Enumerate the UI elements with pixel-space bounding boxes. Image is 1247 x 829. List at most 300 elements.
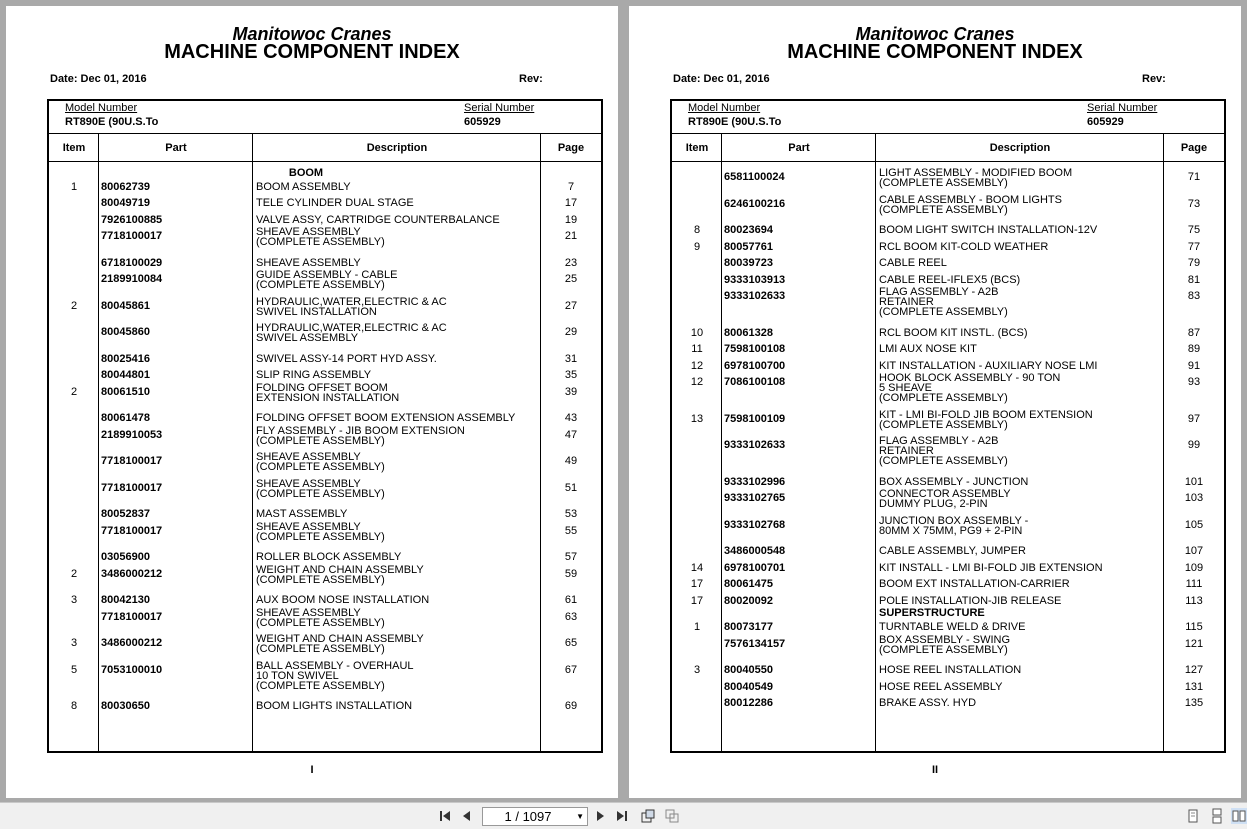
description-line: WEIGHT AND CHAIN ASSEMBLY (256, 564, 424, 576)
description-line: FOLDING OFFSET BOOM (256, 382, 388, 394)
page-cell: 89 (1187, 343, 1201, 355)
description-line: BOOM LIGHT SWITCH INSTALLATION-12V (879, 224, 1098, 236)
page-cell: 77 (1187, 241, 1201, 253)
page-cell: 53 (564, 508, 578, 520)
table-row (672, 436, 1224, 473)
description-line: (COMPLETE ASSEMBLY) (879, 177, 1008, 189)
description-line: SWIVEL ASSEMBLY (256, 332, 359, 344)
description-cell (256, 452, 385, 472)
table-row (672, 357, 1224, 373)
description-line: SHEAVE ASSEMBLY (256, 257, 361, 269)
column-header-page: Page (1180, 142, 1208, 154)
description-line: RCL BOOM KIT-COLD WEATHER (879, 241, 1049, 253)
column-header-item: Item (62, 142, 86, 154)
page-cell: 57 (564, 551, 578, 563)
part-number-cell: 80045860 (101, 326, 150, 338)
table-row (49, 297, 601, 323)
component-table (47, 99, 603, 753)
model-number-value: RT890E (90U.S.To (65, 116, 159, 128)
table-row (49, 409, 601, 426)
brand-title: Manitowoc Cranes (232, 24, 392, 44)
part-number-cell: 6246100216 (724, 198, 786, 210)
part-number-cell: 3486000548 (724, 545, 786, 557)
description-cell (879, 563, 1103, 573)
description-line: SHEAVE ASSEMBLY (256, 521, 361, 533)
component-table (670, 99, 1226, 753)
description-cell (879, 698, 976, 708)
two-page-view-icon[interactable] (1231, 808, 1247, 824)
item-cell: 8 (693, 224, 701, 236)
part-number-cell: 3486000212 (101, 637, 163, 649)
description-cell (879, 410, 1093, 430)
table-row (49, 565, 601, 591)
description-cell (879, 546, 1026, 556)
page-cell: 23 (564, 257, 578, 269)
description-cell (879, 436, 1008, 466)
table-row (49, 227, 601, 254)
part-number-cell: 80040549 (724, 681, 773, 693)
model-number-label: Model Number (688, 102, 761, 114)
description-cell (879, 275, 1020, 285)
page-cell: 115 (1185, 621, 1203, 633)
description-cell (879, 344, 977, 354)
page-number: II (931, 764, 939, 776)
serial-number-value: 605929 (1087, 116, 1124, 128)
table-row (672, 195, 1224, 221)
column-header-part: Part (165, 142, 187, 154)
part-number-cell: 7053100010 (101, 664, 163, 676)
table-row (49, 634, 601, 661)
serial-number-value: 605929 (464, 116, 501, 128)
description-cell (256, 383, 399, 403)
description-cell (879, 168, 1072, 188)
table-row (672, 410, 1224, 436)
description-cell (879, 287, 1008, 317)
item-cell: 2 (70, 568, 78, 580)
page-cell: 21 (564, 230, 578, 242)
page-cell: 111 (1185, 578, 1203, 590)
description-line: LMI AUX NOSE KIT (879, 343, 977, 355)
part-number-cell: 80049719 (101, 197, 150, 209)
item-cell: 8 (70, 700, 78, 712)
part-number-cell: 2189910084 (101, 273, 163, 285)
page-cell: 39 (564, 386, 578, 398)
go-back-icon[interactable] (640, 808, 656, 824)
description-line: (COMPLETE ASSEMBLY) (256, 617, 385, 629)
description-cell (879, 596, 1061, 606)
part-number-cell: 80025416 (101, 353, 150, 365)
description-line: BOOM EXT INSTALLATION-CARRIER (879, 578, 1070, 590)
description-cell (256, 413, 515, 423)
table-row (49, 661, 601, 697)
part-number-cell: 80020092 (724, 595, 773, 607)
column-header-page: Page (557, 142, 585, 154)
page-cell: 75 (1187, 224, 1201, 236)
description-line: SHEAVE ASSEMBLY (256, 478, 361, 490)
item-cell: 3 (693, 664, 701, 676)
part-number-cell: 80061478 (101, 412, 150, 424)
part-number-cell: 7576134157 (724, 638, 786, 650)
description-cell (879, 225, 1097, 235)
description-line: (COMPLETE ASSEMBLY) (256, 435, 385, 447)
page-cell: 7 (567, 181, 575, 193)
description-line: SHEAVE ASSEMBLY (256, 451, 361, 463)
page-cell: 83 (1187, 290, 1201, 302)
document-date: Date: Dec 01, 2016 (50, 73, 147, 85)
part-number-cell: 6718100029 (101, 257, 163, 269)
page-cell: 55 (564, 525, 578, 537)
description-line: CABLE ASSEMBLY - BOOM LIGHTS (879, 194, 1062, 206)
description-cell (879, 361, 1097, 371)
last-page-icon[interactable] (614, 808, 630, 824)
description-line: (COMPLETE ASSEMBLY) (256, 461, 385, 473)
description-cell (256, 661, 414, 691)
column-header-item: Item (685, 142, 709, 154)
page-cell: 63 (564, 611, 578, 623)
part-number-cell: 7086100108 (724, 376, 786, 388)
table-row (672, 542, 1224, 559)
table-row (49, 452, 601, 479)
description-line: BOX ASSEMBLY - JUNCTION (879, 476, 1029, 488)
part-number-cell: 80073177 (724, 621, 773, 633)
description-line: SHEAVE ASSEMBLY (256, 226, 361, 238)
page-cell: 51 (564, 482, 578, 494)
model-number-value: RT890E (90U.S.To (688, 116, 782, 128)
table-row (49, 350, 601, 366)
item-cell: 11 (691, 343, 703, 355)
page-cell: 101 (1184, 476, 1204, 488)
previous-page-icon[interactable] (459, 808, 475, 824)
part-number-cell: 80045861 (101, 300, 150, 312)
table-row (672, 340, 1224, 357)
item-cell: 17 (690, 595, 704, 607)
description-line: RETAINER (879, 445, 934, 457)
table-row (49, 194, 601, 211)
description-line: LIGHT ASSEMBLY - MODIFIED BOOM (879, 167, 1073, 179)
item-cell: 2 (70, 386, 78, 398)
description-line: 5 SHEAVE (879, 382, 932, 394)
part-number-cell: 9333102765 (724, 492, 786, 504)
page-cell: 47 (564, 429, 578, 441)
table-row (672, 635, 1224, 661)
description-cell (879, 373, 1060, 403)
continuous-view-icon[interactable] (1209, 808, 1225, 824)
table-row (672, 618, 1224, 635)
go-forward-icon[interactable] (664, 808, 680, 824)
description-line: HOSE REEL ASSEMBLY (879, 681, 1003, 693)
part-number-cell: 80061328 (724, 327, 773, 339)
table-row (49, 591, 601, 608)
table-row (672, 489, 1224, 516)
table-row (49, 505, 601, 522)
description-cell (879, 258, 947, 268)
single-page-view-icon[interactable] (1185, 808, 1201, 824)
divider (672, 133, 1224, 134)
description-line: TELE CYLINDER DUAL STAGE (256, 197, 414, 209)
table-row (49, 211, 601, 227)
page-cell: 67 (564, 664, 578, 676)
table-row (49, 426, 601, 452)
table-row (672, 238, 1224, 254)
description-line: (COMPLETE ASSEMBLY) (879, 204, 1008, 216)
model-number-label: Model Number (65, 102, 138, 114)
description-line: 80MM X 75MM, PG9 + 2-PIN (879, 525, 1023, 537)
item-cell: 1 (70, 181, 78, 193)
description-cell (879, 635, 1010, 655)
description-line: (COMPLETE ASSEMBLY) (879, 306, 1008, 318)
part-number-cell: 80040550 (724, 664, 773, 676)
description-cell (256, 426, 465, 446)
description-cell (879, 477, 1028, 487)
item-cell: 9 (693, 241, 701, 253)
description-cell (256, 182, 351, 192)
document-page-right (629, 6, 1241, 798)
description-cell (256, 370, 371, 380)
description-line: (COMPLETE ASSEMBLY) (256, 236, 385, 248)
part-number-cell: 80012286 (724, 697, 773, 709)
description-line: HYDRAULIC,WATER,ELECTRIC & AC (256, 296, 447, 308)
brand-title: Manitowoc Cranes (855, 24, 1015, 44)
description-line: HOSE REEL INSTALLATION (879, 664, 1022, 676)
description-line: KIT INSTALL - LMI BI-FOLD JIB EXTENSION (879, 562, 1103, 574)
page-cell: 59 (564, 568, 578, 580)
part-number-cell: 7718100017 (101, 482, 163, 494)
description-line: CABLE REEL (879, 257, 947, 269)
part-number-cell: 7718100017 (101, 230, 163, 242)
item-cell: 2 (70, 300, 78, 312)
description-cell (879, 328, 1028, 338)
table-row (49, 479, 601, 505)
divider (672, 161, 1224, 162)
description-line: SLIP RING ASSEMBLY (256, 369, 372, 381)
description-line: (COMPLETE ASSEMBLY) (256, 488, 385, 500)
table-row (672, 473, 1224, 489)
section-heading-label: SUPERSTRUCTURE (879, 607, 985, 619)
description-cell (256, 522, 385, 542)
page-cell: 73 (1187, 198, 1201, 210)
item-cell: 1 (693, 621, 701, 633)
part-number-cell: 7598100108 (724, 343, 786, 355)
description-line: (COMPLETE ASSEMBLY) (879, 455, 1008, 467)
description-cell (256, 227, 385, 247)
table-row (672, 271, 1224, 287)
chevron-down-icon: ▼ (576, 812, 584, 821)
serial-number-label: Serial Number (1087, 102, 1158, 114)
table-row (672, 287, 1224, 324)
divider (49, 161, 601, 162)
description-line: FLAG ASSEMBLY - A2B (879, 286, 999, 298)
item-cell: 3 (70, 637, 78, 649)
page-cell: 29 (564, 326, 578, 338)
table-row (672, 575, 1224, 592)
page-number: I (310, 764, 314, 776)
description-line: DUMMY PLUG, 2-PIN (879, 498, 988, 510)
page-cell: 27 (564, 300, 578, 312)
part-number-cell: 9333102768 (724, 519, 786, 531)
viewer-toolbar (0, 802, 1247, 829)
description-line: (COMPLETE ASSEMBLY) (879, 644, 1008, 656)
part-number-cell: 7718100017 (101, 611, 163, 623)
next-page-icon[interactable] (592, 808, 608, 824)
page-cell: 17 (564, 197, 578, 209)
description-line: (COMPLETE ASSEMBLY) (256, 531, 385, 543)
description-cell (256, 509, 347, 519)
description-line: SHEAVE ASSEMBLY (256, 607, 361, 619)
item-cell: 10 (690, 327, 704, 339)
part-number-cell: 9333103913 (724, 274, 786, 286)
divider (49, 133, 601, 134)
page-cell: 35 (564, 369, 578, 381)
table-row (672, 661, 1224, 678)
description-line: CONNECTOR ASSEMBLY (879, 488, 1011, 500)
page-cell: 99 (1187, 439, 1201, 451)
table-row (672, 516, 1224, 542)
part-number-cell: 7598100109 (724, 413, 786, 425)
description-cell (879, 622, 1026, 632)
part-number-cell: 6978100701 (724, 562, 786, 574)
column-header-description: Description (989, 142, 1051, 154)
page-cell: 97 (1187, 413, 1201, 425)
page-cell: 71 (1187, 171, 1201, 183)
section-heading (672, 608, 1224, 618)
page-cell: 31 (564, 353, 578, 365)
description-line: EXTENSION INSTALLATION (256, 392, 400, 404)
page-cell: 69 (564, 700, 578, 712)
page-cell: 43 (564, 412, 578, 424)
page-selector[interactable] (482, 807, 588, 826)
serial-number-label: Serial Number (464, 102, 535, 114)
description-cell (256, 701, 412, 711)
column-header-part: Part (788, 142, 810, 154)
description-line: BRAKE ASSY. HYD (879, 697, 977, 709)
table-body (672, 168, 1224, 711)
description-cell (256, 354, 437, 364)
part-number-cell: 80030650 (101, 700, 150, 712)
description-line: SWIVEL ASSY-14 PORT HYD ASSY. (256, 353, 437, 365)
description-cell (256, 634, 424, 654)
table-row (49, 178, 601, 194)
part-number-cell: 3486000212 (101, 568, 163, 580)
document-page-left (6, 6, 618, 798)
description-cell (256, 215, 500, 225)
table-row (672, 678, 1224, 694)
table-row (49, 254, 601, 270)
item-cell: 3 (70, 594, 78, 606)
description-cell (879, 195, 1062, 215)
page-cell: 81 (1187, 274, 1201, 286)
description-line: RETAINER (879, 296, 934, 308)
table-row (49, 548, 601, 565)
part-number-cell: 6978100700 (724, 360, 786, 372)
table-row (672, 592, 1224, 608)
description-cell (256, 552, 401, 562)
description-line: VALVE ASSY, CARTRIDGE COUNTERBALANCE (256, 214, 500, 226)
item-cell: 5 (70, 664, 78, 676)
description-cell (879, 489, 1011, 509)
description-line: BALL ASSEMBLY - OVERHAUL (256, 660, 414, 672)
part-number-cell: 80057761 (724, 241, 773, 253)
part-number-cell: 2189910053 (101, 429, 163, 441)
part-number-cell: 80042130 (101, 594, 150, 606)
table-body (49, 168, 601, 713)
document-date: Date: Dec 01, 2016 (673, 73, 770, 85)
part-number-cell: 80061510 (101, 386, 150, 398)
part-number-cell: 80044801 (101, 369, 150, 381)
description-line: BOOM LIGHTS INSTALLATION (256, 700, 413, 712)
table-row (672, 373, 1224, 410)
description-cell (256, 297, 447, 317)
table-row (672, 168, 1224, 195)
description-cell (256, 270, 397, 290)
first-page-icon[interactable] (437, 808, 453, 824)
description-cell (879, 242, 1048, 252)
description-line: SWIVEL INSTALLATION (256, 306, 377, 318)
item-cell: 17 (690, 578, 704, 590)
description-cell (879, 665, 1021, 675)
page-cell: 49 (564, 455, 578, 467)
description-line: (COMPLETE ASSEMBLY) (256, 643, 385, 655)
item-cell: 13 (690, 413, 704, 425)
description-cell (256, 595, 429, 605)
part-number-cell: 7718100017 (101, 525, 163, 537)
page-cell: 25 (564, 273, 578, 285)
description-line: WEIGHT AND CHAIN ASSEMBLY (256, 633, 424, 645)
part-number-cell: 80052837 (101, 508, 150, 520)
page-cell: 61 (564, 594, 578, 606)
table-row (672, 221, 1224, 238)
revision-label: Rev: (1142, 73, 1166, 85)
page-cell: 105 (1184, 519, 1204, 531)
description-line: AUX BOOM NOSE INSTALLATION (256, 594, 430, 606)
page-cell: 103 (1184, 492, 1204, 504)
part-number-cell: 80062739 (101, 181, 150, 193)
item-cell: 14 (690, 562, 704, 574)
description-line: (COMPLETE ASSEMBLY) (256, 680, 385, 692)
page-cell: 127 (1184, 664, 1204, 676)
description-line: (COMPLETE ASSEMBLY) (256, 574, 385, 586)
description-line: ROLLER BLOCK ASSEMBLY (256, 551, 402, 563)
description-line: FLAG ASSEMBLY - A2B (879, 435, 999, 447)
page-cell: 19 (564, 214, 578, 226)
description-cell (256, 258, 361, 268)
description-line: MAST ASSEMBLY (256, 508, 348, 520)
description-line: RCL BOOM KIT INSTL. (BCS) (879, 327, 1028, 339)
description-line: CABLE REEL-IFLEX5 (BCS) (879, 274, 1021, 286)
description-cell (879, 682, 1003, 692)
description-line: (COMPLETE ASSEMBLY) (879, 392, 1008, 404)
description-cell (256, 608, 385, 628)
part-number-cell: 7926100885 (101, 214, 163, 226)
page-cell: 87 (1187, 327, 1201, 339)
description-line: POLE INSTALLATION-JIB RELEASE (879, 595, 1062, 607)
page-cell: 65 (564, 637, 578, 649)
page-cell: 109 (1184, 562, 1204, 574)
description-cell (256, 323, 447, 343)
table-row (49, 697, 601, 713)
document-title: MACHINE COMPONENT INDEX (164, 41, 460, 63)
description-line: (COMPLETE ASSEMBLY) (256, 279, 385, 291)
table-row (672, 694, 1224, 711)
part-number-cell: 03056900 (101, 551, 150, 563)
page-cell: 121 (1184, 638, 1204, 650)
page-cell: 79 (1187, 257, 1201, 269)
description-line: HOOK BLOCK ASSEMBLY - 90 TON (879, 372, 1061, 384)
description-line: KIT INSTALLATION - AUXILIARY NOSE LMI (879, 360, 1098, 372)
description-cell (256, 479, 385, 499)
part-number-cell: 9333102633 (724, 439, 786, 451)
document-title: MACHINE COMPONENT INDEX (787, 41, 1083, 63)
part-number-cell: 9333102996 (724, 476, 786, 488)
